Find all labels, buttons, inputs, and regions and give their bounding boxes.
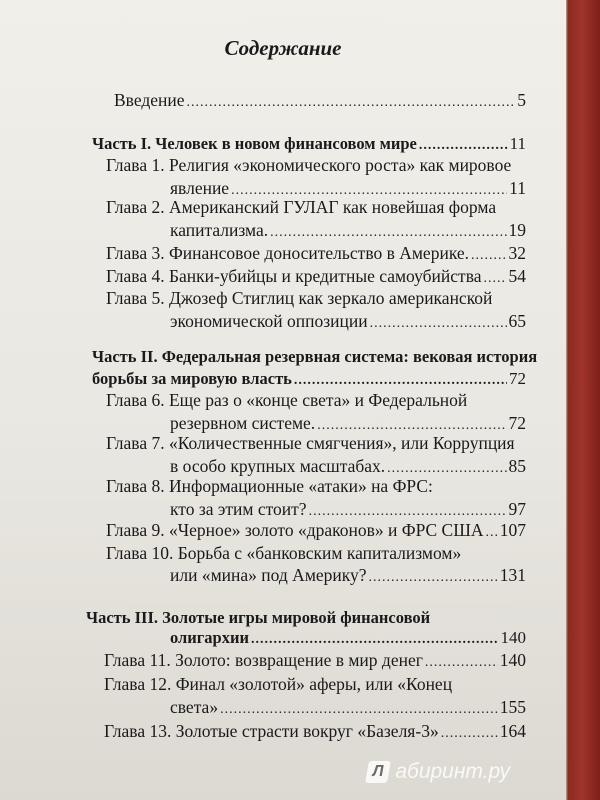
toc-page-number: 72 xyxy=(509,369,526,388)
chapter-title-cont: света» xyxy=(170,697,219,717)
chapter-title: Глава 1. Религия «экономического роста» как мировое xyxy=(106,155,512,175)
book-spine xyxy=(562,0,600,800)
toc-page-number: 54 xyxy=(508,266,526,286)
toc-page-number: 19 xyxy=(508,220,526,240)
chapter-title: Глава 7. «Количественные смягчения», или Коррупция xyxy=(106,433,515,453)
leader-dots xyxy=(369,566,498,590)
chapter-title-cont: кто за этим стоит? xyxy=(170,499,307,519)
leader-dots xyxy=(370,312,507,336)
toc-page-number: 107 xyxy=(499,520,526,540)
toc-page-number: 140 xyxy=(500,628,526,647)
chapter-title: Глава 3. Финансовое доносительство в Америке. xyxy=(106,243,470,263)
chapter-title: Глава 6. Еще раз о «конце света» и Федеральной xyxy=(106,390,468,410)
chapter-title-cont: явление xyxy=(170,178,230,198)
leader-dots xyxy=(441,722,498,746)
leader-dots xyxy=(486,521,498,545)
chapter-title: Глава 13. Золотые страсти вокруг «Базеля-3» xyxy=(104,721,439,741)
watermark-text: абиринт.ру xyxy=(395,760,510,783)
toc-page-number: 131 xyxy=(499,565,526,585)
leader-dots xyxy=(187,91,516,115)
toc-page-number: 72 xyxy=(508,413,526,433)
chapter-title: Глава 2. Американский ГУЛАГ как новейшая форма xyxy=(106,197,497,217)
toc-page-number: 65 xyxy=(508,311,526,331)
toc-page-number: 5 xyxy=(517,90,526,110)
toc-page-number: 140 xyxy=(499,650,526,670)
part-title: Часть I. Человек в новом финансовом мире xyxy=(92,134,417,153)
chapter-title-cont: капитализма. xyxy=(170,220,269,240)
chapter-title: Глава 5. Джозеф Стиглиц как зеркало американской xyxy=(106,288,493,308)
chapter-title: Глава 8. Информационные «атаки» на ФРС: xyxy=(106,476,433,496)
chapter-title: Глава 12. Финал «золотой» аферы, или «Конец xyxy=(104,674,453,694)
part-title-cont: олигархии xyxy=(170,628,249,647)
toc-page-number: 85 xyxy=(508,456,526,476)
toc-page-number: 11 xyxy=(509,178,526,198)
chapter-title: Глава 11. Золото: возвращение в мир денег xyxy=(104,650,423,670)
toc-entry-text: Введение xyxy=(114,90,185,110)
labirint-logo-icon: Л xyxy=(365,761,391,783)
watermark xyxy=(367,760,510,784)
chapter-title-cont: экономической оппозиции xyxy=(170,311,368,331)
chapter-title: Глава 9. «Черное» золото «драконов» и ФРС США xyxy=(106,520,484,540)
page-title: Содержание xyxy=(224,36,342,60)
part-title: Часть II. Федеральная резервная система: вековая история xyxy=(92,347,538,366)
chapter-title-cont: или «мина» под Америку? xyxy=(170,565,367,585)
chapter-title-cont: резервном системе. xyxy=(170,413,316,433)
chapter-title: Глава 4. Банки-убийцы и кредитные самоубийства xyxy=(106,266,482,286)
toc-page-number: 32 xyxy=(508,243,526,263)
part-title: Часть III. Золотые игры мировой финансовой xyxy=(86,608,431,627)
toc-page-number: 11 xyxy=(509,134,526,153)
toc-page-number: 155 xyxy=(499,697,526,717)
toc-page-number: 97 xyxy=(508,499,526,519)
toc-page-number: 164 xyxy=(499,721,526,741)
chapter-title: Глава 10. Борьба с «банковским капитализмом» xyxy=(106,543,462,563)
chapter-title-cont: в особо крупных масштабах. xyxy=(170,456,386,476)
part-title-cont: борьбы за мировую власть xyxy=(92,369,292,388)
